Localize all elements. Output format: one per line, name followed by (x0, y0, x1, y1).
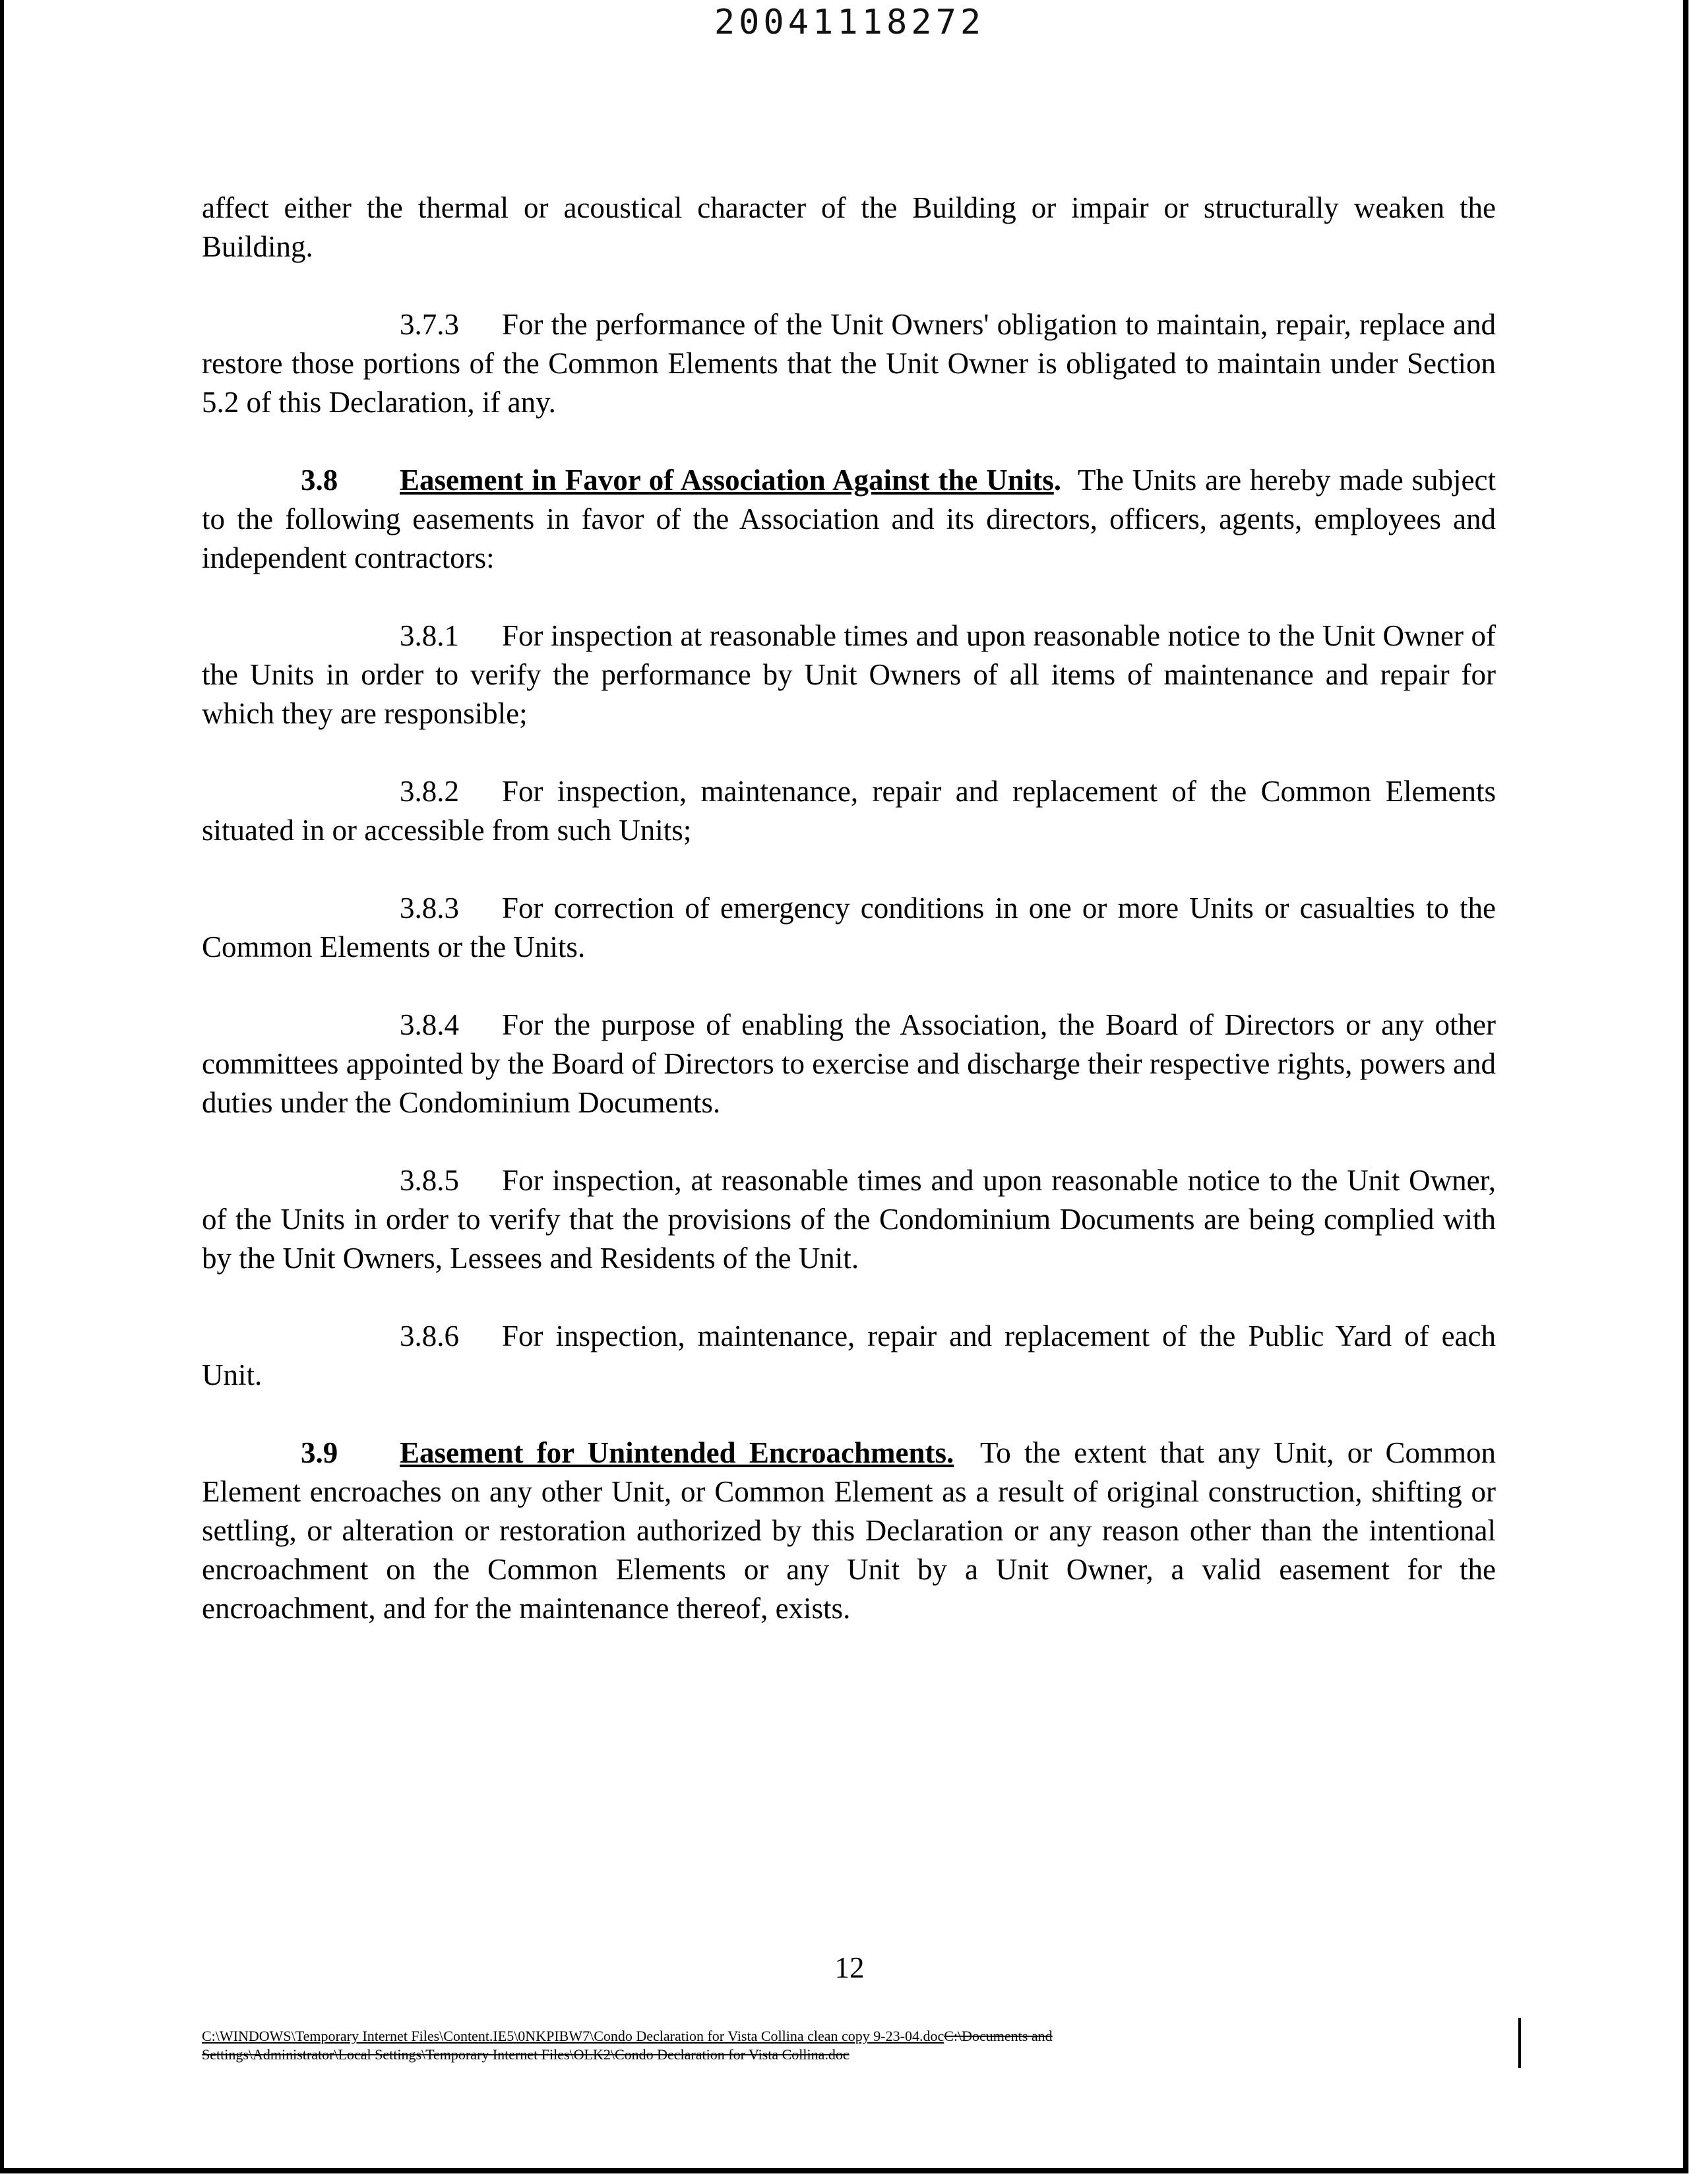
paragraph-3-8-1 (202, 617, 1496, 733)
section-text: To the extent that any Unit, or Common Element encroaches on any other Unit, or Common Element as a result of original construction, shifting or settling, or alteration or restoration authorized by this Declaration or any reason other than the intentional encroachment on the Common Elements or any Unit by a Unit Owner, a valid easement for the encroachment, and for the maintenance thereof, exists. (202, 1436, 1497, 1625)
heading-suffix: . (1053, 464, 1062, 497)
paragraph-3-8-3 (202, 889, 1496, 967)
footer-current-path: C:\WINDOWS\Temporary Internet Files\Content.IE5\0NKPIBW7\Condo Declaration for Vista Collina clean copy 9-23-04.doc (202, 2028, 944, 2044)
section-3-8 (202, 461, 1496, 578)
footer-deleted-path-2: Settings\Administrator\Local Settings\Temporary Internet Files\OLK2\Condo Declaration for Vista Collina.doc (202, 2046, 850, 2063)
paragraph-3-8-2 (202, 772, 1496, 850)
section-heading: Easement for Unintended Encroachments. (400, 1436, 954, 1469)
footer-deleted-path-1: C:\Documents and (944, 2028, 1053, 2044)
paragraph-text: For inspection, maintenance, repair and replacement of the Common Elements situated in or accessible from such Units; (202, 775, 1496, 847)
footer-file-path (202, 2027, 1323, 2064)
paragraph-text: For inspection at reasonable times and upon reasonable notice to the Unit Owner of the Units in order to verify the performance by Unit Owners of all items of maintenance and repair for which they are responsible; (202, 619, 1496, 730)
document-body (202, 189, 1496, 1628)
section-3-9 (202, 1434, 1496, 1628)
paragraph-number: 3.8.6 (400, 1320, 459, 1352)
paragraph-3-8-5 (202, 1161, 1496, 1278)
continuation-paragraph: affect either the thermal or acoustical character of the Building or impair or structurally weaken the Building. (202, 191, 1496, 263)
paragraph-number: 3.8.5 (400, 1164, 459, 1197)
paragraph-text: For the performance of the Unit Owners' obligation to maintain, repair, replace and restore those portions of the Common Elements that the Unit Owner is obligated to maintain under Section 5.2 of this Declaration, if any. (202, 308, 1496, 419)
paragraph-number: 3.8.1 (400, 619, 459, 652)
paragraph-3-8-4 (202, 1006, 1496, 1122)
paragraph-text: For the purpose of enabling the Association, the Board of Directors or any other committees appointed by the Board of Directors to exercise and discharge their respective rights, powers and duties under the Condominium Documents. (202, 1008, 1496, 1119)
revision-bar (1518, 2018, 1521, 2068)
paragraph-number: 3.7.3 (400, 308, 459, 341)
section-number: 3.9 (301, 1436, 338, 1469)
page-number: 12 (834, 1951, 865, 1984)
document-number: 20041118272 (714, 3, 985, 42)
paragraph-number: 3.8.2 (400, 775, 459, 808)
paragraph-text: For inspection, at reasonable times and upon reasonable notice to the Unit Owner, of the Units in order to verify that the provisions of the Condominium Documents are being complied with by the Unit Owners, Lessees and Residents of the Unit. (202, 1164, 1496, 1275)
paragraph-number: 3.8.4 (400, 1008, 459, 1041)
section-text: The Units are hereby made subject to the following easements in favor of the Association and its directors, officers, agents, employees and independent contractors: (202, 464, 1497, 574)
paragraph-text: For inspection, maintenance, repair and replacement of the Public Yard of each Unit. (202, 1320, 1496, 1391)
paragraph-number: 3.8.3 (400, 892, 459, 925)
section-heading: Easement in Favor of Association Against the Units (400, 464, 1054, 497)
paragraph-text: For correction of emergency conditions in one or more Units or casualties to the Common Elements or the Units. (202, 892, 1496, 963)
paragraph-3-8-6 (202, 1317, 1496, 1395)
section-number: 3.8 (301, 464, 338, 497)
paragraph-3-7-3 (202, 305, 1496, 422)
